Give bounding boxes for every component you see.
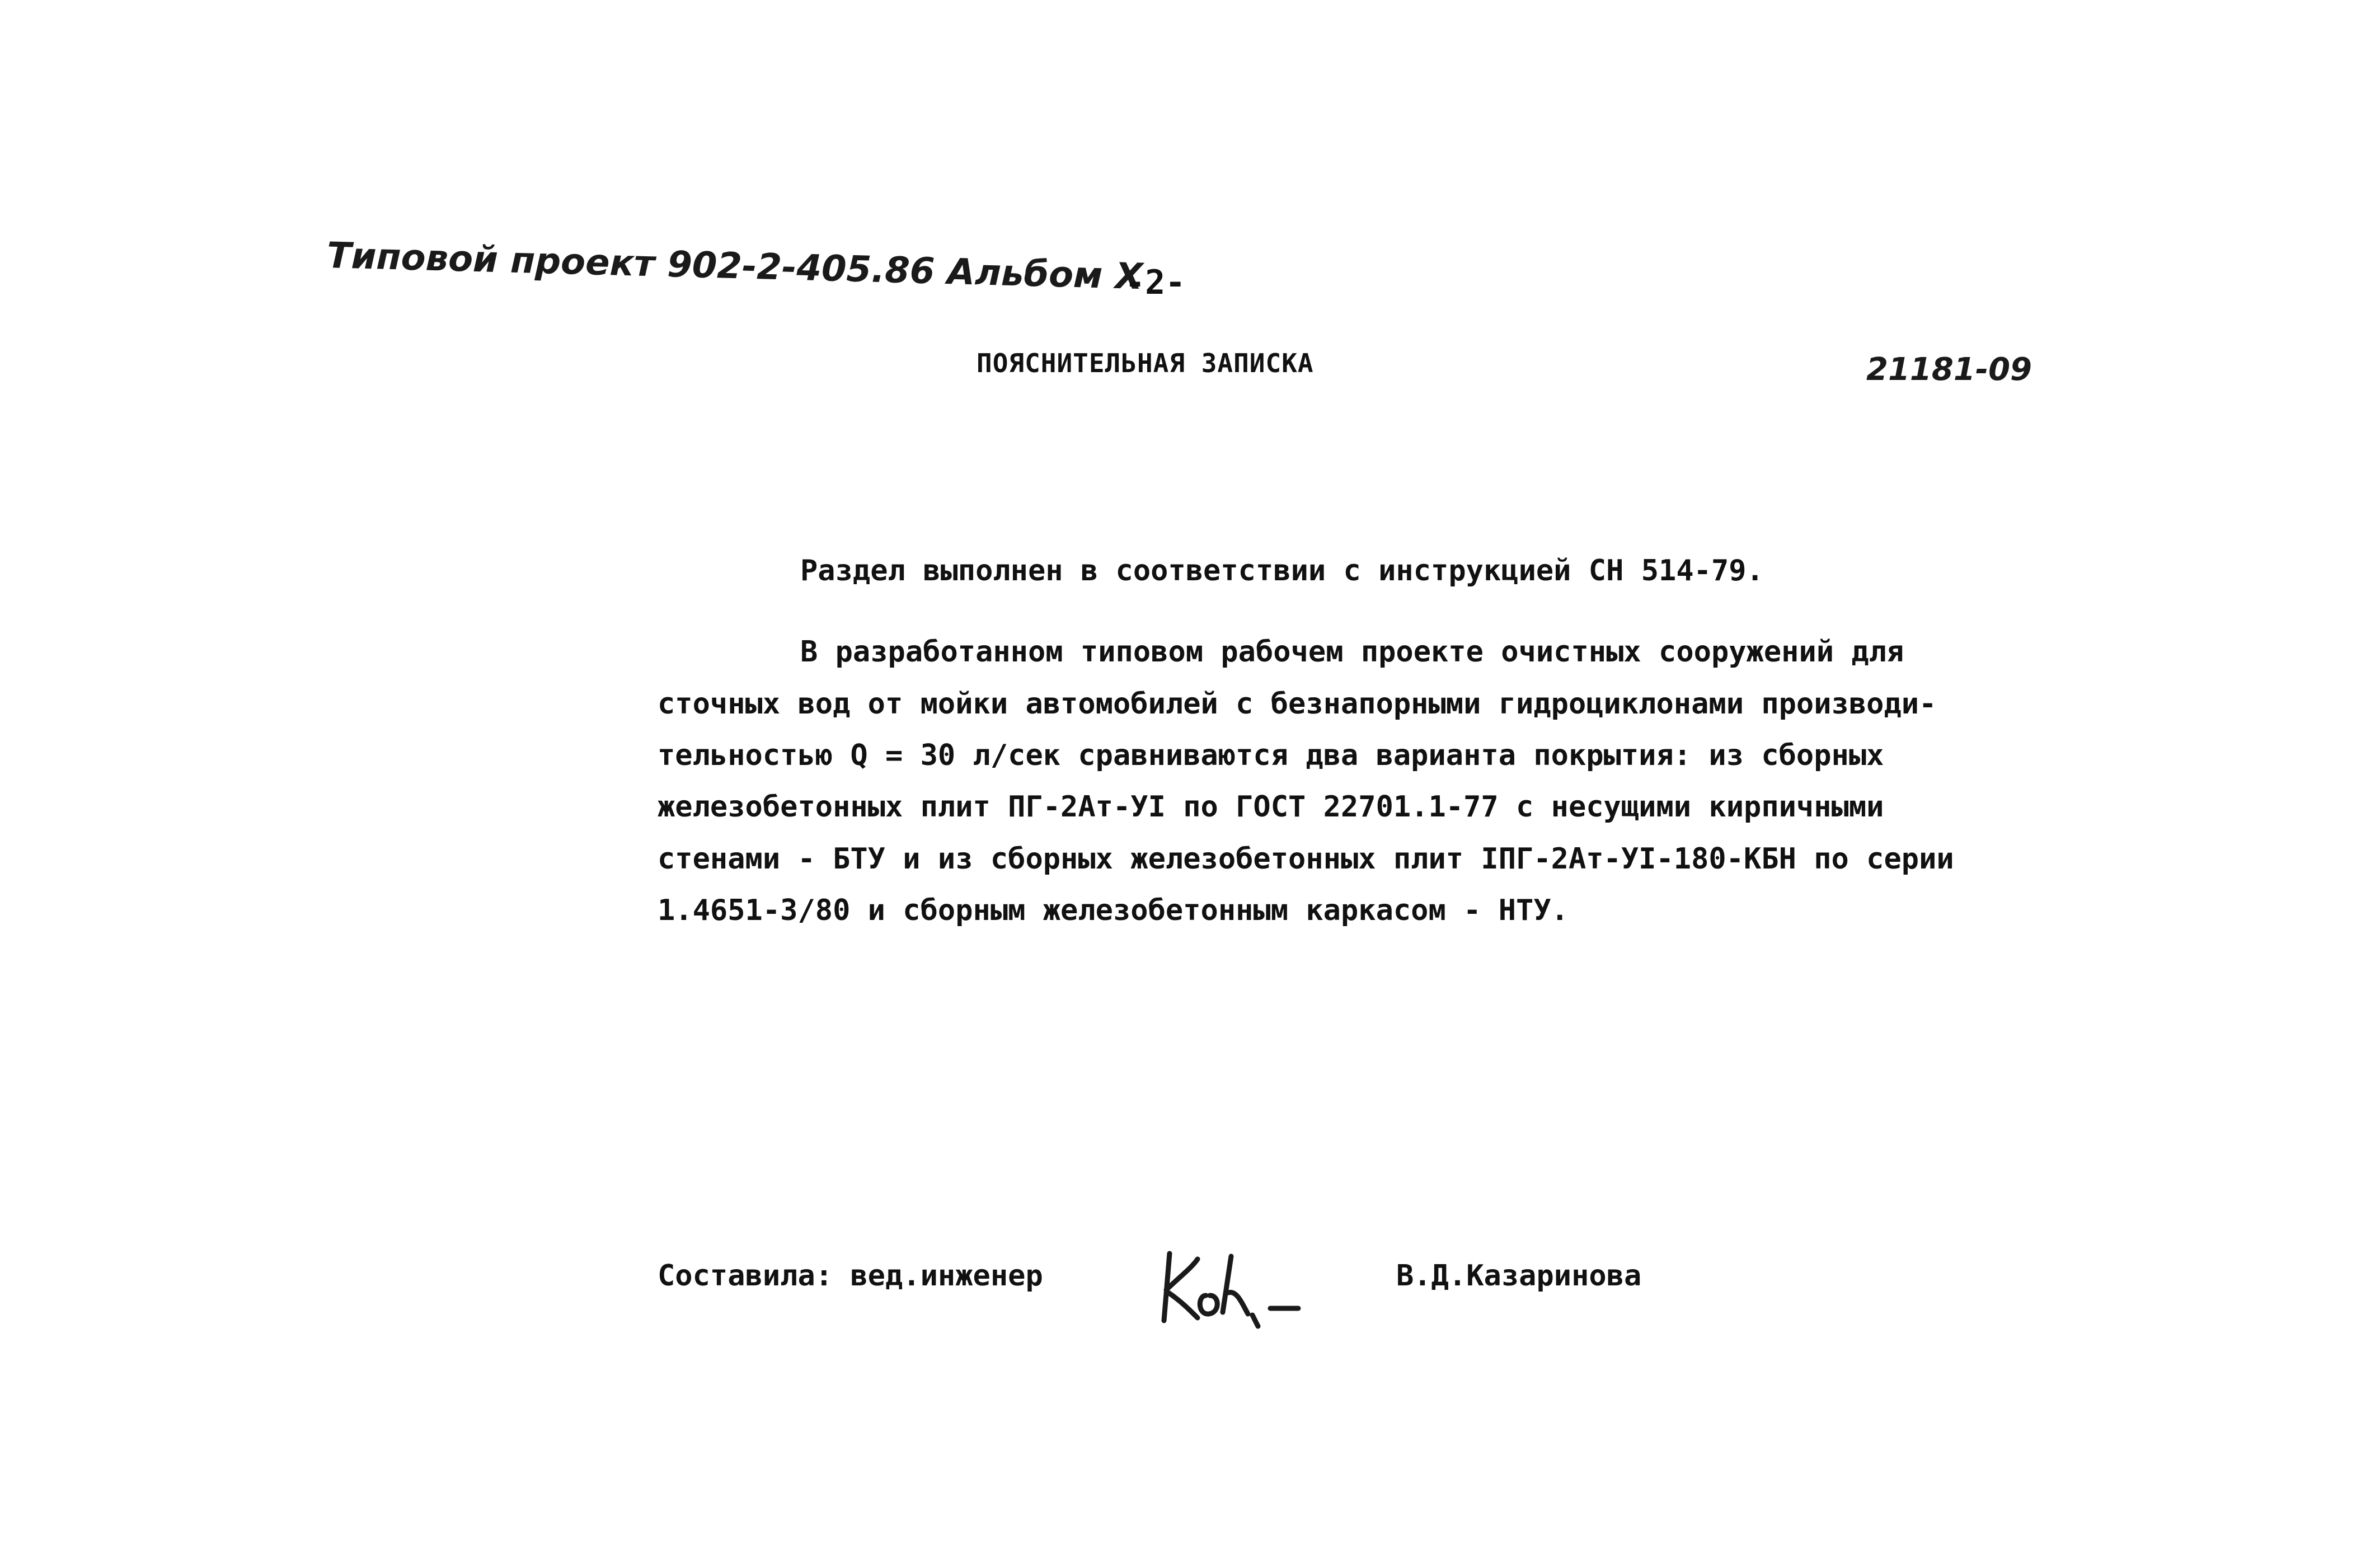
document-title: ПОЯСНИТЕЛЬНАЯ ЗАПИСКА — [977, 348, 1314, 378]
paragraph-compliance: Раздел выполнен в соответствии с инструкцией СН 514-79. — [800, 554, 1764, 588]
paragraph-description-line: железобетонных плит ПГ-2Ат-УI по ГОСТ 22701.1-77 с несущими кирпичными — [658, 790, 1884, 824]
paragraph-description-line: 1.4651-3/80 и сборным железобетонным каркасом - НТУ. — [658, 894, 1569, 927]
paragraph-description-line: тельностью Q = 30 л/сек сравниваются два варианта покрытия: из сборных — [658, 739, 1884, 772]
paragraph-description-line: сточных вод от мойки автомобилей с безнапорными гидроциклонами производи- — [658, 687, 1937, 721]
signatory-name: В.Д.Казаринова — [1396, 1259, 1642, 1293]
paragraph-description-line: В разработанном типовом рабочем проекте очистных сооружений для — [800, 635, 1904, 669]
project-reference-handwritten: Типовой проект 902-2-405.86 Альбом X — [326, 235, 1143, 298]
signature-label: Составила: вед.инженер — [658, 1259, 1043, 1293]
page-number: -2- — [1125, 263, 1186, 302]
handwritten-signature — [1158, 1242, 1309, 1332]
paragraph-description-line: стенами - БТУ и из сборных железобетонных плит IПГ-2Ат-УI-180-КБН по серии — [658, 842, 1954, 876]
document-code-handwritten: 21181-09 — [1866, 351, 2032, 388]
